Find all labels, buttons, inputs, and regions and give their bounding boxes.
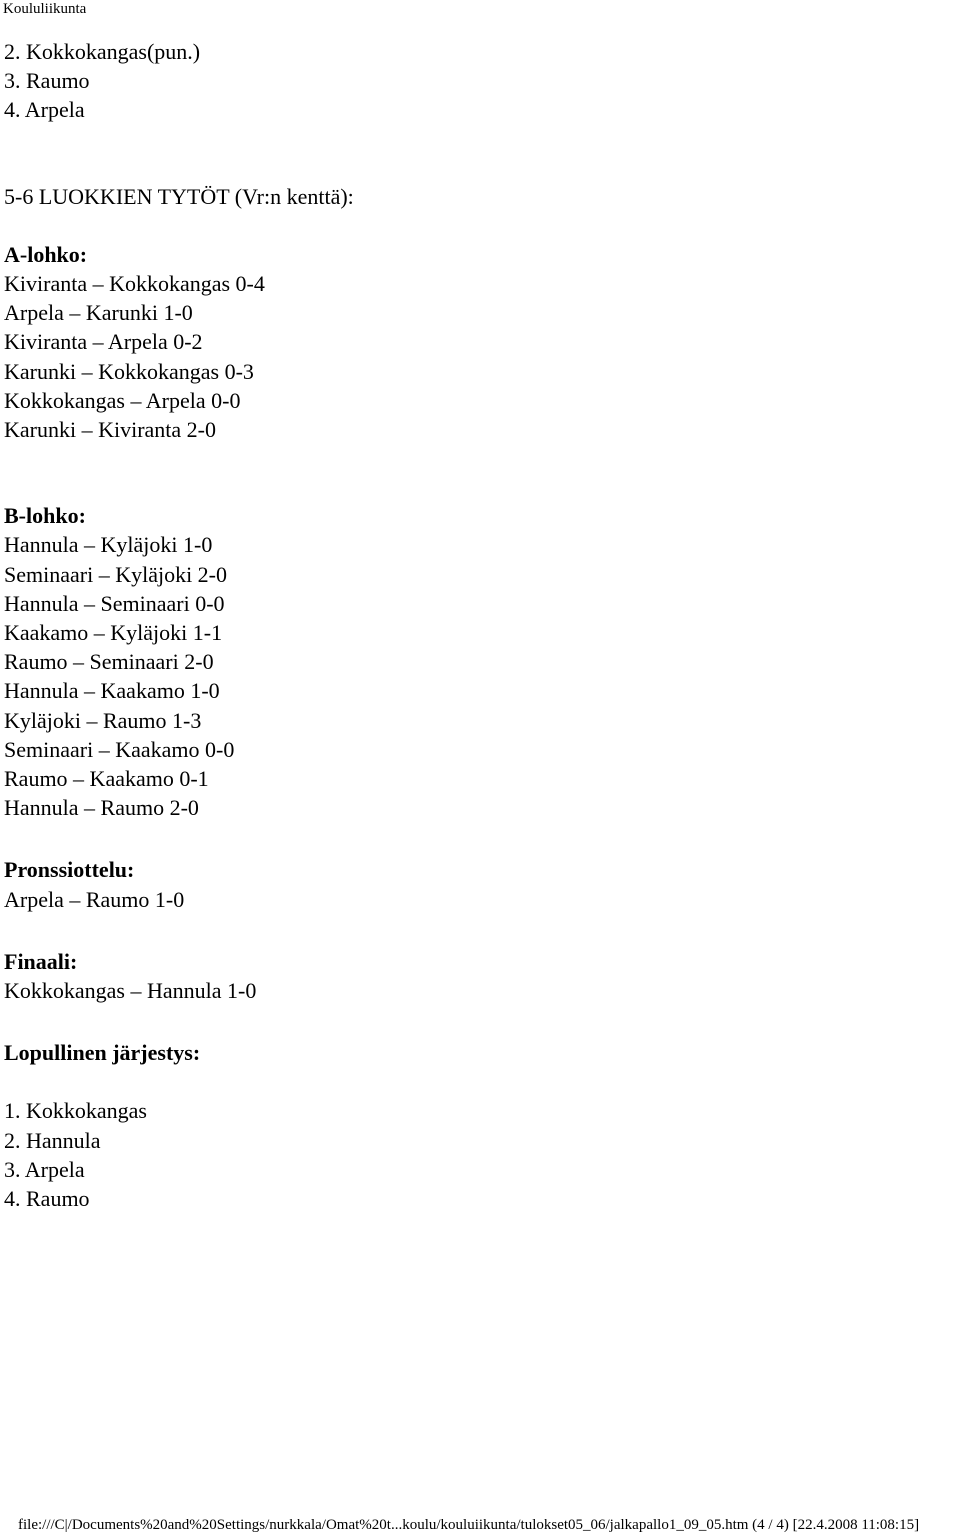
final-heading: Finaali: <box>4 948 78 974</box>
match-row: Kaakamo – Kyläjoki 1-1 <box>4 620 223 646</box>
match-row: Kokkokangas – Arpela 0-0 <box>4 387 241 413</box>
list-item: 3. Arpela <box>4 1156 85 1182</box>
page-footer-path: file:///C|/Documents%20and%20Settings/nurkkala/Omat%20t...koulu/kouluiikunta/tulokset05_06/jalkapallo1_09_05.htm (4 / 4) [22.4.2008 11:08:15] <box>18 1517 920 1533</box>
match-row: Hannula – Seminaari 0-0 <box>4 590 225 616</box>
list-item: 4. Arpela <box>4 97 85 123</box>
match-row: Arpela – Karunki 1-0 <box>4 300 193 326</box>
standings-heading: Lopullinen järjestys: <box>4 1040 201 1066</box>
match-row: Kiviranta – Arpela 0-2 <box>4 329 203 355</box>
match-row: Raumo – Kaakamo 0-1 <box>4 766 209 792</box>
list-item: 3. Raumo <box>4 68 90 94</box>
match-row: Hannula – Kaakamo 1-0 <box>4 678 220 704</box>
bronze-heading: Pronssiottelu: <box>4 857 135 883</box>
document-content <box>4 37 354 1213</box>
match-row: Hannula – Kyläjoki 1-0 <box>4 532 213 558</box>
list-item: 2. Kokkokangas(pun.) <box>4 39 201 64</box>
bronze-match: Arpela – Raumo 1-0 <box>4 886 185 912</box>
final-match: Kokkokangas – Hannula 1-0 <box>4 978 257 1004</box>
intro-list <box>4 37 354 125</box>
match-row: Hannula – Raumo 2-0 <box>4 795 199 821</box>
section-title: 5-6 LUOKKIEN TYTÖT (Vr:n kenttä): <box>4 183 354 209</box>
list-item: 2. Hannula <box>4 1127 101 1153</box>
match-row: Seminaari – Kyläjoki 2-0 <box>4 561 228 587</box>
list-item: 1. Kokkokangas <box>4 1098 147 1124</box>
match-row: Kiviranta – Kokkokangas 0-4 <box>4 271 265 297</box>
match-row: Kyläjoki – Raumo 1-3 <box>4 707 202 733</box>
page-header-title: Koululiikunta <box>3 1 87 17</box>
group-a-heading: A-lohko: <box>4 241 88 267</box>
group-a-matches <box>4 269 354 444</box>
group-b-heading: B-lohko: <box>4 503 86 529</box>
standings-list <box>4 1096 354 1213</box>
match-row: Seminaari – Kaakamo 0-0 <box>4 736 235 762</box>
match-row: Karunki – Kiviranta 2-0 <box>4 417 216 443</box>
match-row: Raumo – Seminaari 2-0 <box>4 649 214 675</box>
group-b-matches <box>4 530 354 822</box>
match-row: Karunki – Kokkokangas 0-3 <box>4 358 254 384</box>
list-item: 4. Raumo <box>4 1186 90 1212</box>
